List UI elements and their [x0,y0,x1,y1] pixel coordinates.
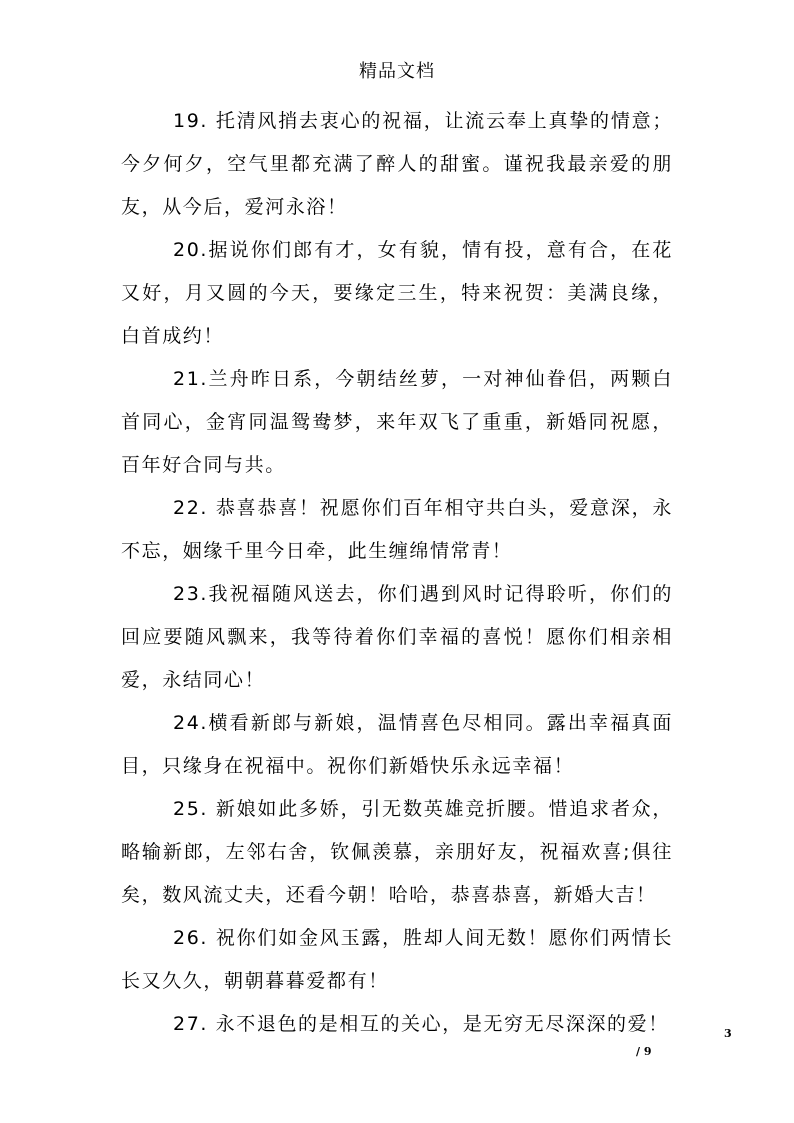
paragraph-20: 20.据说你们郎有才，女有貌，情有投，意有合，在花又好，月又圆的今天，要缘定三生，特来祝贺：美满良缘，白首成约！ [121,239,673,347]
paragraph-19: 19. 托清风捎去衷心的祝福，让流云奉上真挚的情意；今夕何夕，空气里都充满了醉人的甜蜜。谨祝我最亲爱的朋友，从今后，爱河永浴！ [121,110,673,218]
paragraph-27: 27. 永不退色的是相互的关心，是无穷无尽深深的爱！ [173,1013,669,1035]
paragraph-21: 21.兰舟昨日系，今朝结丝萝，一对神仙眷侣，两颗白首同心，金宵同温鸳鸯梦，来年双飞了重重，新婚同祝愿，百年好合同与共。 [121,368,673,476]
document-body [121,100,673,1046]
page-number: 3 [724,1027,732,1040]
paragraph-23: 23.我祝福随风送去，你们遇到风时记得聆听，你们的回应要随风飘来，我等待着你们幸福的喜悦！愿你们相亲相爱，永结同心！ [121,583,673,691]
paragraph-24: 24.横看新郎与新娘，温情喜色尽相同。露出幸福真面目，只缘身在祝福中。祝你们新婚快乐永远幸福！ [121,712,673,777]
paragraph-25: 25. 新娘如此多娇，引无数英雄竞折腰。惜追求者众，略输新郎，左邻右舍，钦佩羡慕，亲朋好友，祝福欢喜;俱往矣，数风流丈夫，还看今朝！哈哈，恭喜恭喜，新婚大吉！ [121,798,673,906]
page-header-title: 精品文档 [359,61,435,82]
page-total: / 9 [636,1045,652,1058]
paragraph-26: 26. 祝你们如金风玉露，胜却人间无数！愿你们两情长长又久久，朝朝暮暮爱都有！ [121,927,673,992]
paragraph-22: 22. 恭喜恭喜！祝愿你们百年相守共白头，爱意深，永不忘，姻缘千里今日牵，此生缠绵情常青！ [121,497,673,562]
